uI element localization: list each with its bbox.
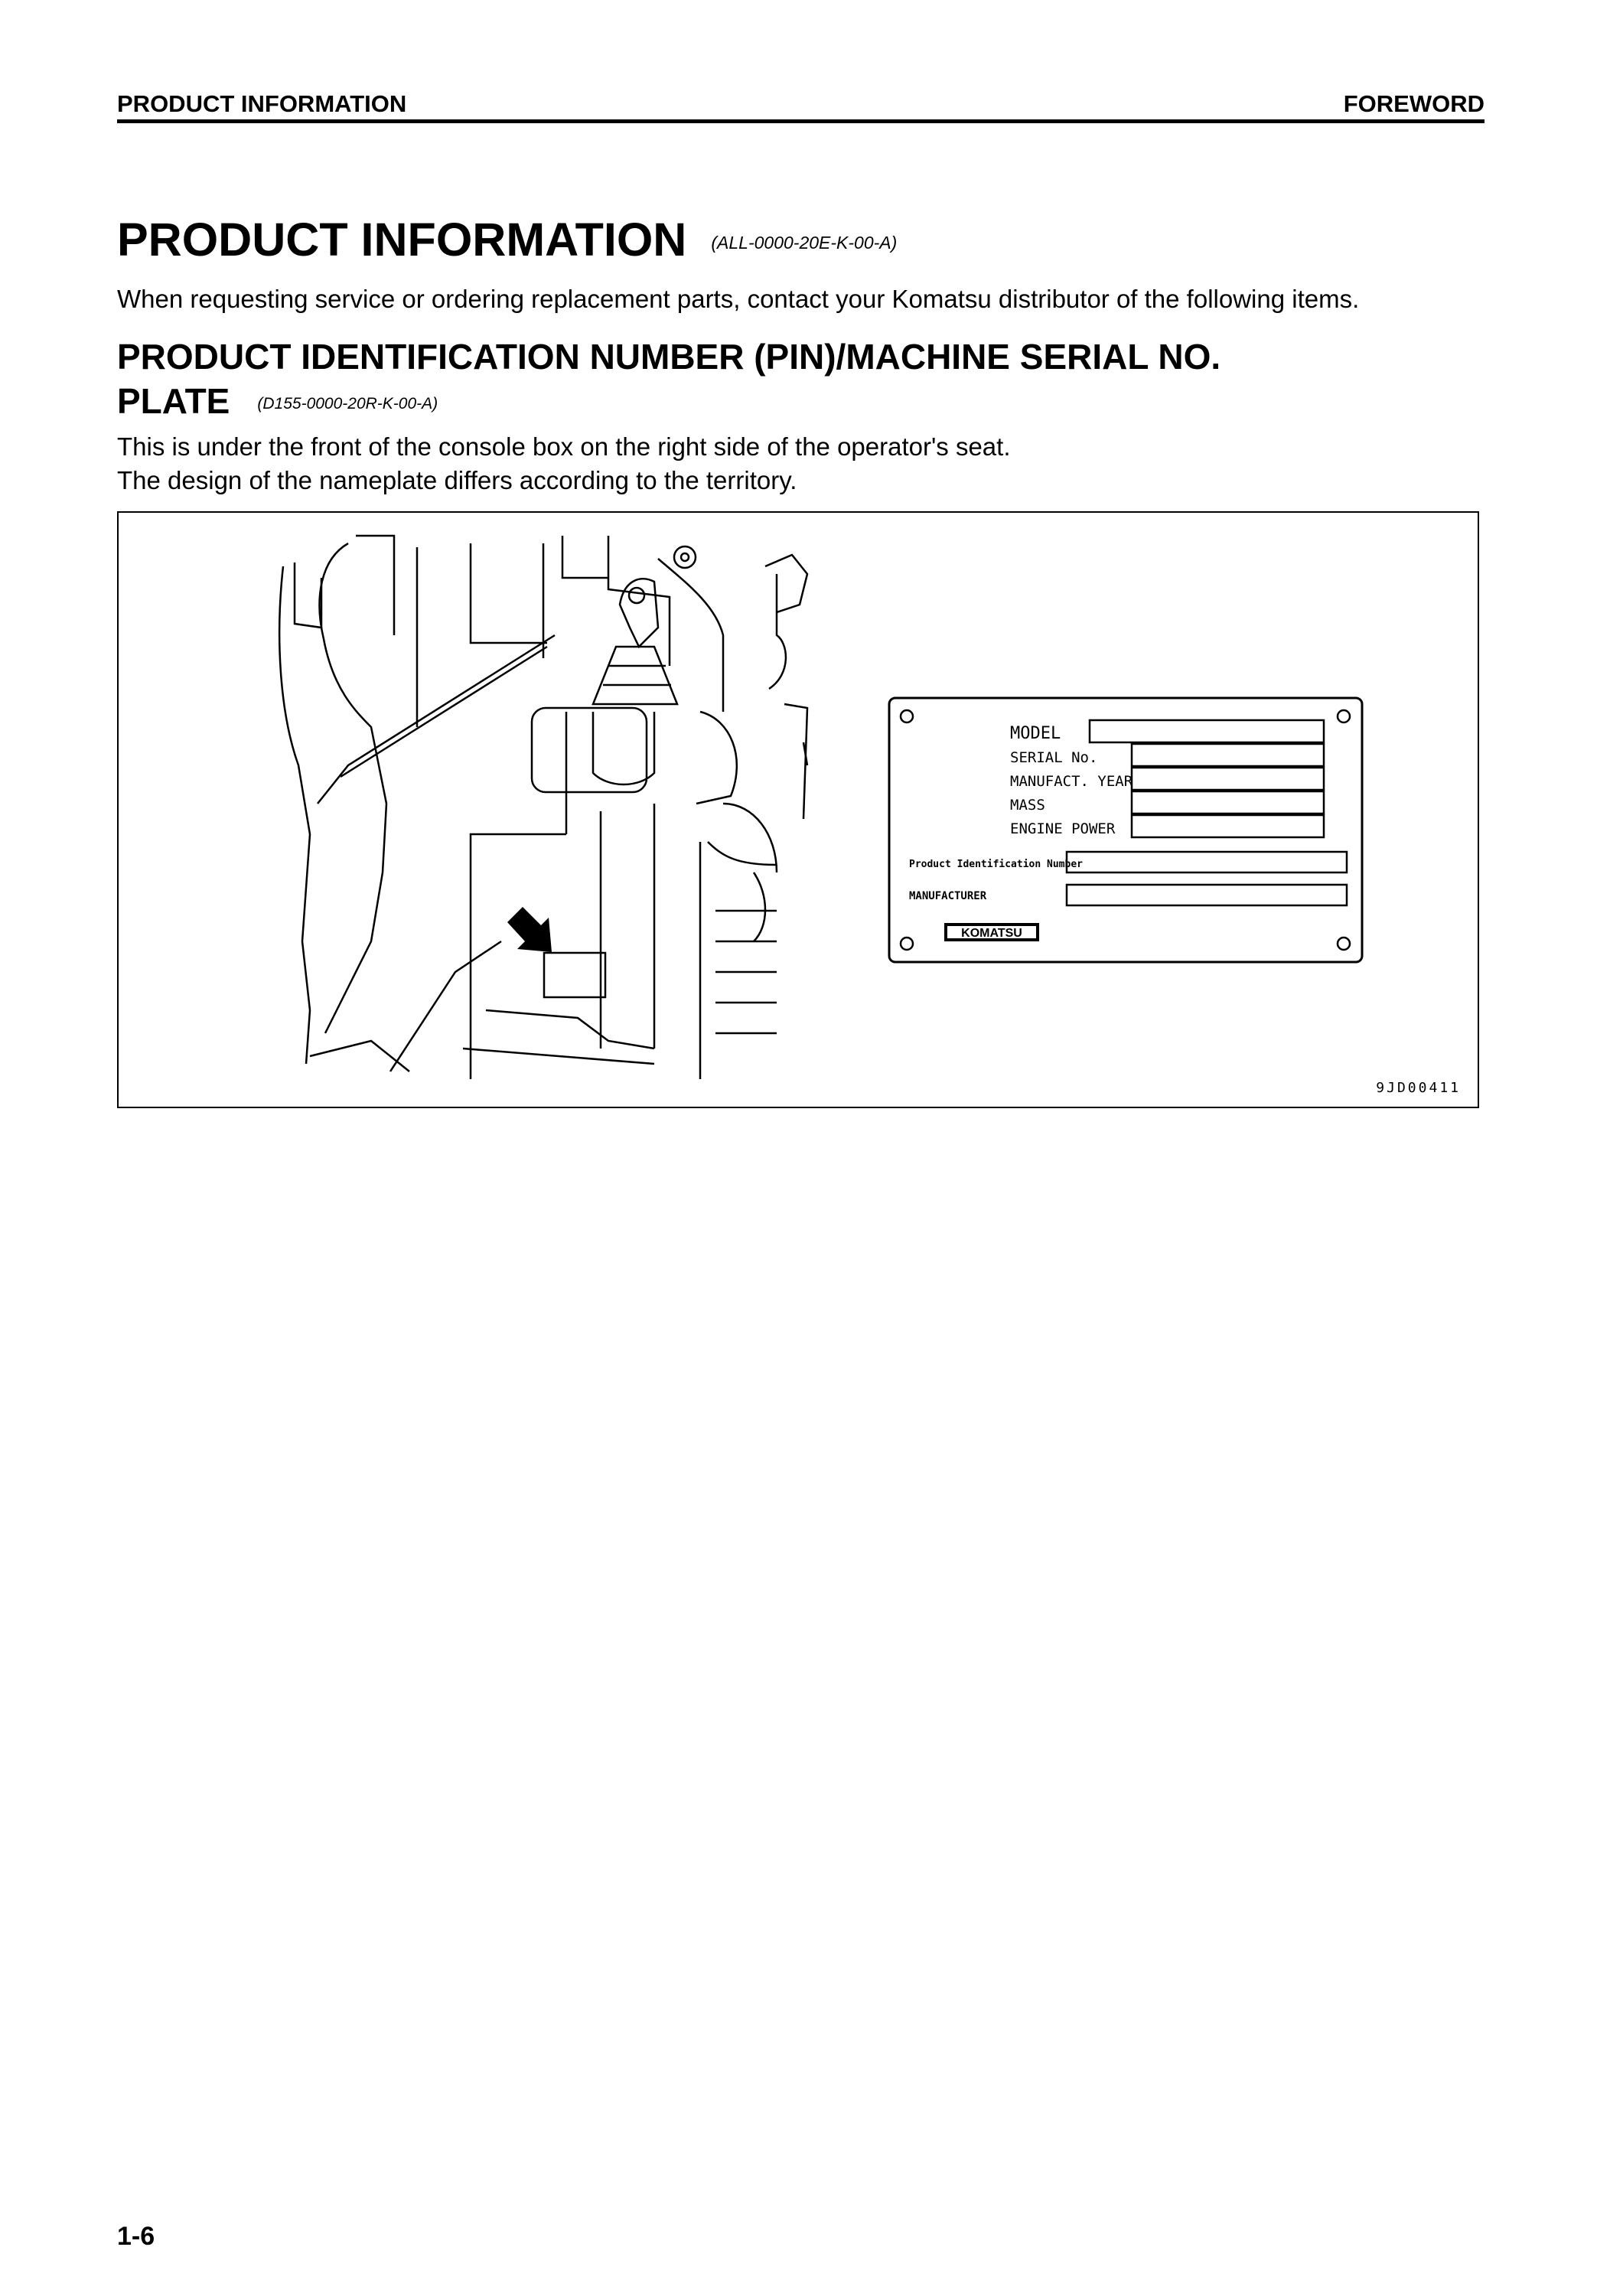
komatsu-logo-text: KOMATSU (961, 927, 1022, 940)
body-line-1: This is under the front of the console box on the right side of the operator's seat. (117, 432, 1011, 461)
section-body (117, 430, 1011, 497)
page-number: 1-6 (117, 2222, 155, 2251)
section-heading-line1: PRODUCT IDENTIFICATION NUMBER (PIN)/MACHINE SERIAL NO. (117, 337, 1221, 377)
console-illustration (279, 536, 807, 1079)
plate-field-year: MANUFACT. YEAR (1010, 773, 1133, 790)
header-section-title: PRODUCT INFORMATION (117, 90, 407, 117)
figure-drawing (119, 513, 1478, 1107)
plate-field-engine-power: ENGINE POWER (1010, 820, 1116, 837)
page-title (117, 213, 897, 266)
header-chapter-title: FOREWORD (1343, 90, 1484, 117)
nameplate-drawing (889, 698, 1362, 962)
page-title-code: (ALL-0000-20E-K-00-A) (711, 233, 898, 253)
plate-manufacturer-label: MANUFACTURER (909, 890, 987, 902)
section-heading (117, 334, 1479, 426)
figure-code: 9JD00411 (1376, 1080, 1461, 1096)
plate-field-serial: SERIAL No. (1010, 749, 1098, 766)
section-heading-line2 (117, 379, 1479, 426)
plate-pin-label: Product Identification Number (909, 859, 1083, 870)
section-heading-text: PLATE (117, 381, 230, 421)
plate-field-model: MODEL (1010, 724, 1061, 743)
section-heading-code: (D155-0000-20R-K-00-A) (257, 394, 438, 413)
location-arrow-icon (507, 907, 552, 952)
body-line-2: The design of the nameplate differs according to the territory. (117, 466, 797, 494)
page-header (117, 86, 1484, 123)
plate-field-mass: MASS (1010, 797, 1045, 814)
intro-paragraph: When requesting service or ordering replacement parts, contact your Komatsu distributor of the following items. (117, 285, 1360, 313)
page-title-text: PRODUCT INFORMATION (117, 214, 687, 266)
figure-frame (117, 511, 1479, 1108)
